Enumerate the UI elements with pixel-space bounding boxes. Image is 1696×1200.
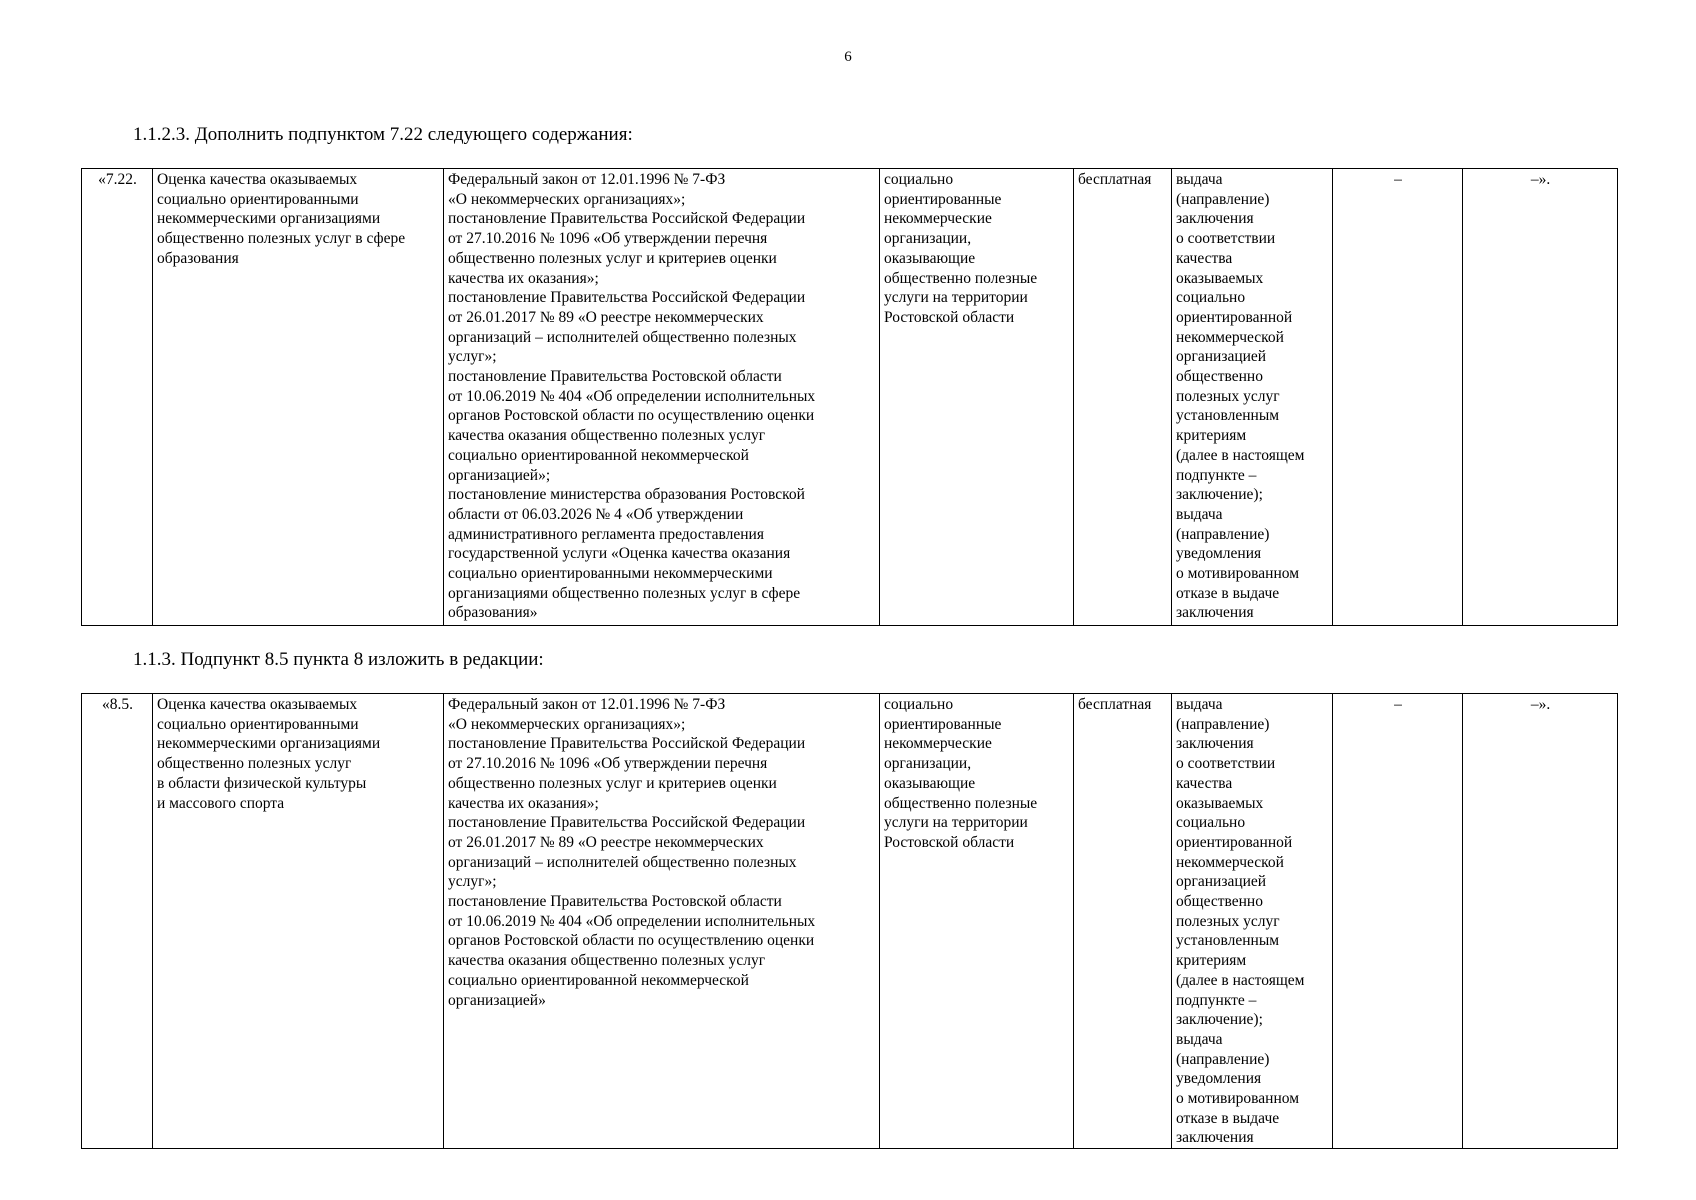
section-heading-8-5: 1.1.3. Подпункт 8.5 пункта 8 изложить в редакции: xyxy=(133,649,544,670)
recipients: социально ориентированные некоммерческие организации, оказывающие общественно полезные услуги на территории Ростовской области xyxy=(884,696,1038,851)
fee: бесплатная xyxy=(1078,696,1152,713)
service-name-cell xyxy=(153,169,444,626)
column-7-cell xyxy=(1333,694,1463,1149)
page-number: 6 xyxy=(844,49,852,65)
fee-cell xyxy=(1074,169,1172,626)
amendment-table-7-22 xyxy=(81,168,1618,626)
column-8-value: –». xyxy=(1530,171,1551,188)
column-8-cell xyxy=(1463,169,1618,626)
fee-cell xyxy=(1074,694,1172,1149)
fee: бесплатная xyxy=(1078,171,1152,188)
legal-basis: Федеральный закон от 12.01.1996 № 7-ФЗ «О некоммерческих организациях»; постановление Правительства Российской Федерации от 27.10.2016 № 1096 «Об утверждении перечня общественно полезных услуг и критериев оценки качества их оказания»; постановление Правительства Российской Федерации от 26.01.2017 № 89 «О реестре некоммерческих организаций – исполнителей общественно полезных услуг»; постановление Правительства Ростовской области от 10.06.2019 № 404 «Об определении исполнительных органов Ростовской области по осуществлению оценки качества оказания общественно полезных услуг социально ориентированной некоммерческой организацией»; постановление министерства образования Ростовской области от 06.03.2026 № 4 «Об утверждении административного регламента предоставления государственной услуги «Оценка качества оказания социально ориентированными некоммерческими организациями общественно полезных услуг в сфере образования» xyxy=(448,171,816,622)
item-number: «8.5. xyxy=(102,696,133,713)
result-cell xyxy=(1172,169,1333,626)
column-8-cell xyxy=(1463,694,1618,1149)
legal-basis-cell xyxy=(444,169,880,626)
item-number: «7.22. xyxy=(98,171,137,188)
item-number-cell xyxy=(82,694,153,1149)
table-row xyxy=(82,169,1618,626)
item-number-cell xyxy=(82,169,153,626)
service-name: Оценка качества оказываемых социально ориентированными некоммерческими организациями общественно полезных услуг в области физической культуры и массового спорта xyxy=(157,696,381,812)
section-heading-7-22: 1.1.2.3. Дополнить подпунктом 7.22 следующего содержания: xyxy=(133,124,633,145)
table-row xyxy=(82,694,1618,1149)
result-cell xyxy=(1172,694,1333,1149)
recipients-cell xyxy=(880,694,1074,1149)
column-7-cell xyxy=(1333,169,1463,626)
service-name-cell xyxy=(153,694,444,1149)
service-name: Оценка качества оказываемых социально ориентированными некоммерческими организациями общественно полезных услуг в сфере образования xyxy=(157,171,406,267)
amendment-table-8-5 xyxy=(81,693,1618,1149)
result: выдача (направление) заключения о соответствии качества оказываемых социально ориентированной некоммерческой организацией общественно полезных услуг установленным критериям (далее в настоящем подпункте – заключение); выдача (направление) уведомления о мотивированном отказе в выдаче заключения xyxy=(1176,696,1305,1147)
column-7-value: – xyxy=(1394,171,1402,188)
recipients: социально ориентированные некоммерческие организации, оказывающие общественно полезные услуги на территории Ростовской области xyxy=(884,171,1038,326)
recipients-cell xyxy=(880,169,1074,626)
column-8-value: –». xyxy=(1530,696,1551,713)
legal-basis-cell xyxy=(444,694,880,1149)
column-7-value: – xyxy=(1394,696,1402,713)
legal-basis: Федеральный закон от 12.01.1996 № 7-ФЗ «О некоммерческих организациях»; постановление Правительства Российской Федерации от 27.10.2016 № 1096 «Об утверждении перечня общественно полезных услуг и критериев оценки качества их оказания»; постановление Правительства Российской Федерации от 26.01.2017 № 89 «О реестре некоммерческих организаций – исполнителей общественно полезных услуг»; постановление Правительства Ростовской области от 10.06.2019 № 404 «Об определении исполнительных органов Ростовской области по осуществлению оценки качества оказания общественно полезных услуг социально ориентированной некоммерческой организацией» xyxy=(448,696,816,1009)
result: выдача (направление) заключения о соответствии качества оказываемых социально ориентированной некоммерческой организацией общественно полезных услуг установленным критериям (далее в настоящем подпункте – заключение); выдача (направление) уведомления о мотивированном отказе в выдаче заключения xyxy=(1176,171,1305,622)
